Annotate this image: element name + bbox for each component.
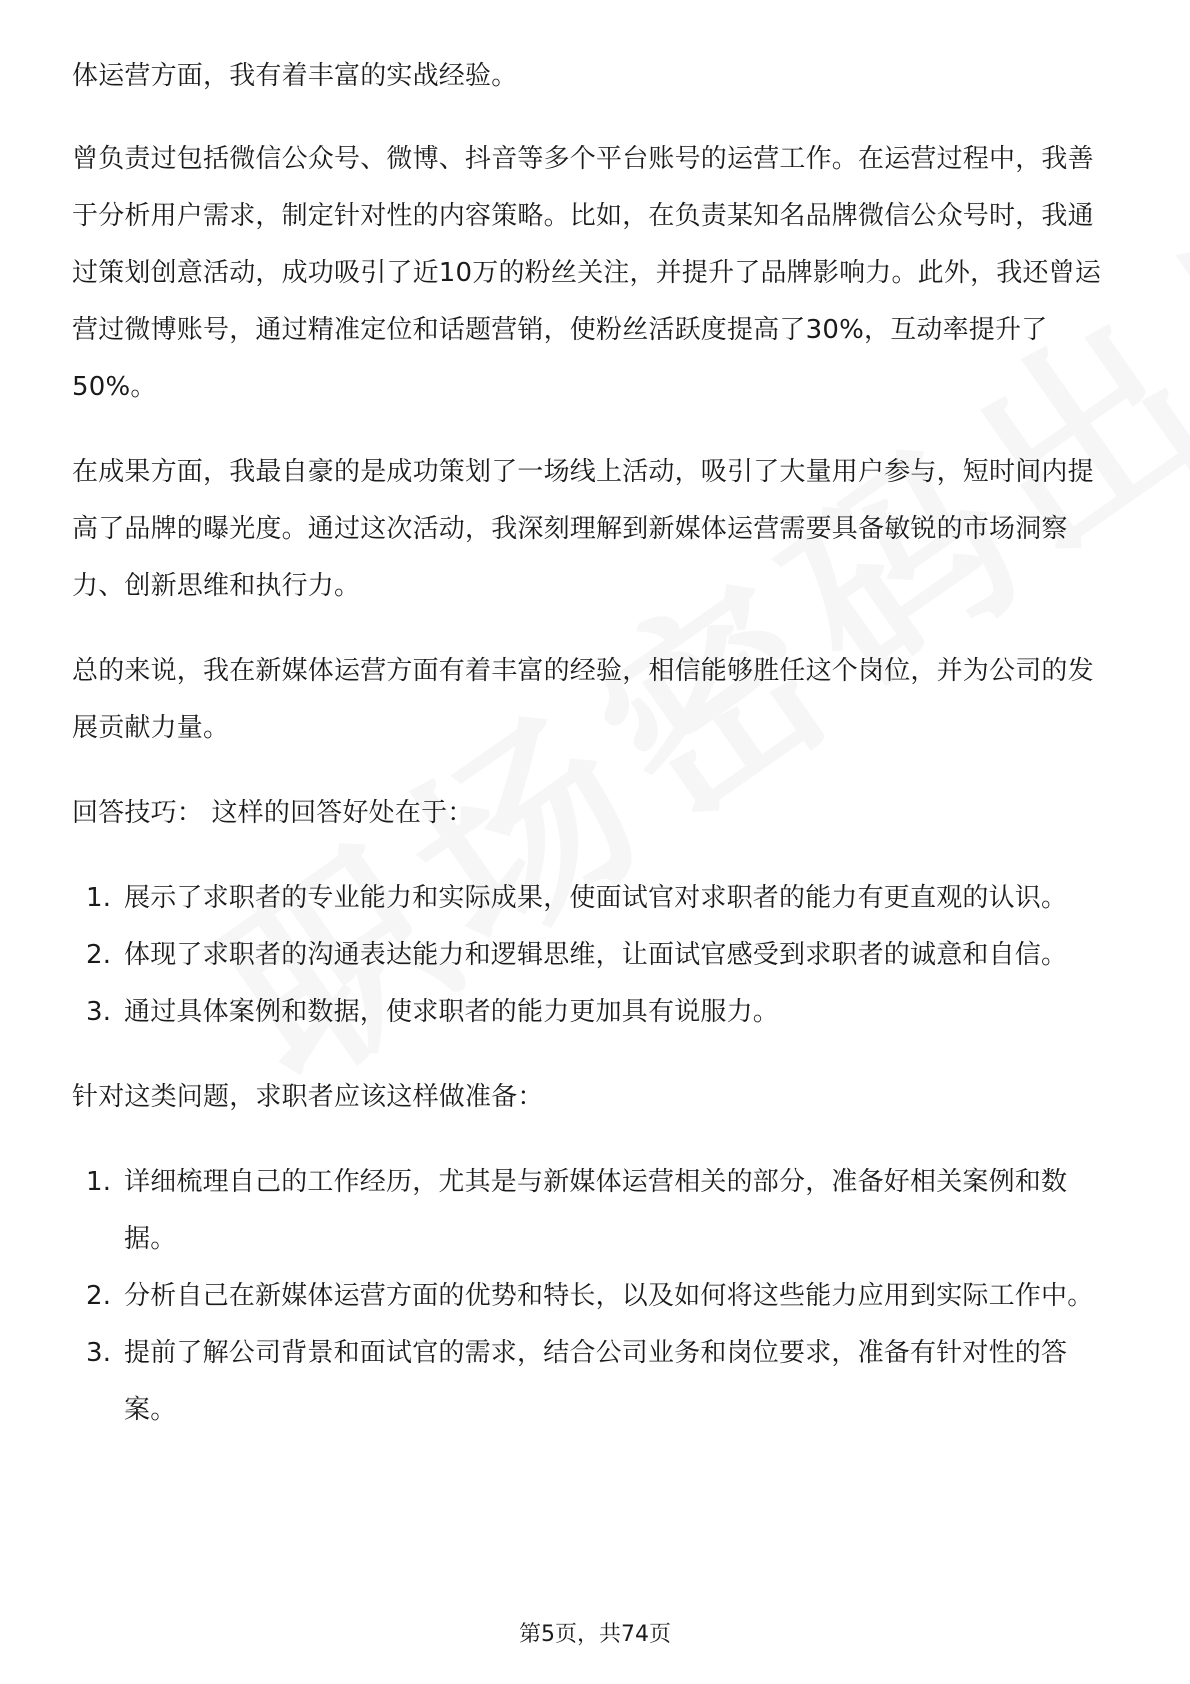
- list-item: [72, 984, 1118, 1041]
- paragraph-intro: 体运营方面，我有着丰富的实战经验。: [72, 61, 518, 91]
- list-item: [72, 1268, 1118, 1325]
- page-footer: 第5页，共74页: [519, 1622, 671, 1647]
- list-item: [72, 870, 1118, 927]
- list-number: 1.: [86, 883, 112, 913]
- tips-list: [72, 870, 1118, 1041]
- list-item: [72, 1154, 1118, 1268]
- list-item-text: 通过具体案例和数据，使求职者的能力更加具有说服力。: [124, 997, 780, 1027]
- list-item-text: 体现了求职者的沟通表达能力和逻辑思维，让面试官感受到求职者的诚意和自信。: [124, 940, 1068, 970]
- page-content: [72, 48, 1118, 1467]
- prep-list: [72, 1154, 1118, 1439]
- list-item: [72, 927, 1118, 984]
- list-item-text: 详细梳理自己的工作经历，尤其是与新媒体运营相关的部分，准备好相关案例和数据。: [124, 1167, 1068, 1254]
- list-number: 3.: [86, 997, 112, 1027]
- paragraph-tips-heading: 回答技巧： 这样的回答好处在于：: [72, 798, 474, 828]
- paragraph-achievement: 在成果方面，我最自豪的是成功策划了一场线上活动，吸引了大量用户参与，短时间内提高了品牌的曝光度。通过这次活动，我深刻理解到新媒体运营需要具备敏锐的市场洞察力、创新思维和执行力。: [72, 457, 1094, 601]
- list-item: [72, 1325, 1118, 1439]
- list-item-text: 提前了解公司背景和面试官的需求，结合公司业务和岗位要求，准备有针对性的答案。: [124, 1338, 1068, 1425]
- list-number: 2.: [86, 940, 112, 970]
- list-number: 2.: [86, 1281, 112, 1311]
- paragraph-summary: 总的来说，我在新媒体运营方面有着丰富的经验，相信能够胜任这个岗位，并为公司的发展贡献力量。: [72, 656, 1094, 743]
- list-item-text: 展示了求职者的专业能力和实际成果，使面试官对求职者的能力有更直观的认识。: [124, 883, 1068, 913]
- list-item-text: 分析自己在新媒体运营方面的优势和特长，以及如何将这些能力应用到实际工作中。: [124, 1281, 1094, 1311]
- paragraph-experience: 曾负责过包括微信公众号、微博、抖音等多个平台账号的运营工作。在运营过程中，我善于分析用户需求，制定针对性的内容策略。比如，在负责某知名品牌微信公众号时，我通过策划创意活动，成功吸引了近10万的粉丝关注，并提升了品牌影响力。此外，我还曾运营过微博账号，通过精准定位和话题营销，使粉丝活跃度提高了30%，互动率提升了50%。: [72, 144, 1102, 402]
- paragraph-prep-heading: 针对这类问题，求职者应该这样做准备：: [72, 1082, 544, 1112]
- list-number: 3.: [86, 1338, 112, 1368]
- list-number: 1.: [86, 1167, 112, 1197]
